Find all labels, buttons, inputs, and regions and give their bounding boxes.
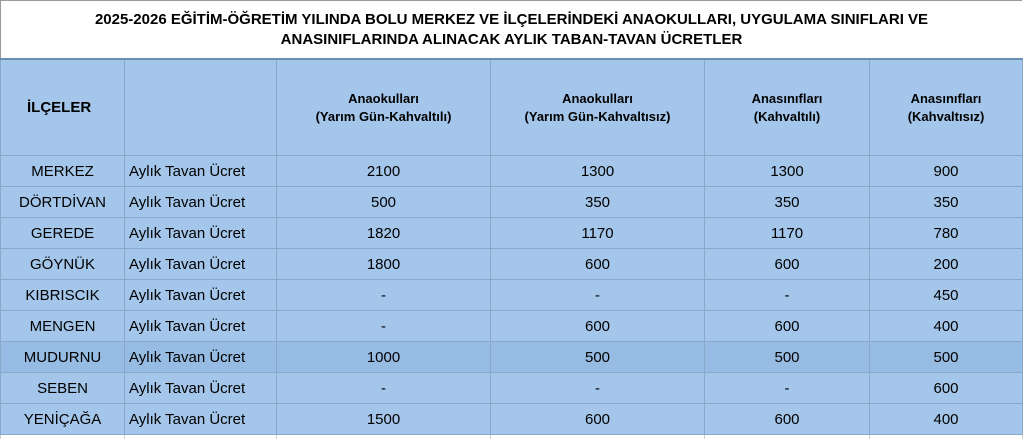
header-row bbox=[1, 59, 1023, 156]
cell-value[interactable]: 1300 bbox=[491, 156, 705, 187]
cell-value[interactable]: - bbox=[491, 280, 705, 311]
cell-value[interactable]: 350 bbox=[491, 187, 705, 218]
cell-value[interactable]: - bbox=[277, 311, 491, 342]
page-title bbox=[0, 0, 1022, 58]
table-row bbox=[1, 156, 1023, 187]
cell-type[interactable]: Aylık Tavan Ücret bbox=[125, 280, 277, 311]
cell-value[interactable]: 200 bbox=[870, 249, 1023, 280]
cell-type[interactable]: Aylık Tavan Ücret bbox=[125, 187, 277, 218]
header-anasinif-kahvaltili[interactable]: Anasınıfları (Kahvaltılı) bbox=[705, 59, 870, 156]
fee-table bbox=[0, 58, 1023, 439]
cell-value[interactable]: 1000 bbox=[277, 342, 491, 373]
empty-cell[interactable] bbox=[870, 435, 1023, 440]
empty-cell[interactable] bbox=[705, 435, 870, 440]
table-row bbox=[1, 373, 1023, 404]
table-row bbox=[1, 249, 1023, 280]
cell-ilce[interactable]: KIBRISCIK bbox=[1, 280, 125, 311]
cell-value[interactable]: 450 bbox=[870, 280, 1023, 311]
cell-type[interactable]: Aylık Tavan Ücret bbox=[125, 342, 277, 373]
empty-cell[interactable] bbox=[125, 435, 277, 440]
cell-type[interactable]: Aylık Tavan Ücret bbox=[125, 218, 277, 249]
cell-value[interactable]: 600 bbox=[705, 249, 870, 280]
empty-cell[interactable] bbox=[277, 435, 491, 440]
cell-value[interactable]: 400 bbox=[870, 404, 1023, 435]
header-anasinif-kahvaltisiz[interactable]: Anasınıfları (Kahvaltısız) bbox=[870, 59, 1023, 156]
cell-value[interactable]: 1170 bbox=[491, 218, 705, 249]
cell-value[interactable]: 350 bbox=[870, 187, 1023, 218]
cell-value[interactable]: 600 bbox=[491, 404, 705, 435]
cell-ilce[interactable]: YENİÇAĞA bbox=[1, 404, 125, 435]
table-row bbox=[1, 342, 1023, 373]
cell-type[interactable]: Aylık Tavan Ücret bbox=[125, 156, 277, 187]
header-anaokul-kahvaltili[interactable]: Anaokulları (Yarım Gün-Kahvaltılı) bbox=[277, 59, 491, 156]
empty-cell[interactable] bbox=[491, 435, 705, 440]
cell-value[interactable]: 400 bbox=[870, 311, 1023, 342]
cell-value[interactable]: 600 bbox=[491, 311, 705, 342]
cell-value[interactable]: 500 bbox=[277, 187, 491, 218]
cell-ilce[interactable]: MENGEN bbox=[1, 311, 125, 342]
cell-value[interactable]: - bbox=[705, 280, 870, 311]
cell-value[interactable]: 350 bbox=[705, 187, 870, 218]
cell-value[interactable]: 600 bbox=[870, 373, 1023, 404]
cell-value[interactable]: 500 bbox=[491, 342, 705, 373]
cell-value[interactable]: 1170 bbox=[705, 218, 870, 249]
cell-value[interactable]: 1300 bbox=[705, 156, 870, 187]
cell-value[interactable]: - bbox=[705, 373, 870, 404]
cell-value[interactable]: 780 bbox=[870, 218, 1023, 249]
cell-value[interactable]: 1800 bbox=[277, 249, 491, 280]
cell-value[interactable]: - bbox=[277, 373, 491, 404]
table-row bbox=[1, 218, 1023, 249]
cell-ilce[interactable]: GÖYNÜK bbox=[1, 249, 125, 280]
cell-ilce[interactable]: MUDURNU bbox=[1, 342, 125, 373]
cell-value[interactable]: 600 bbox=[491, 249, 705, 280]
table-row bbox=[1, 187, 1023, 218]
cell-value[interactable]: 2100 bbox=[277, 156, 491, 187]
cell-value[interactable]: 500 bbox=[870, 342, 1023, 373]
empty-row bbox=[1, 435, 1023, 440]
cell-type[interactable]: Aylık Tavan Ücret bbox=[125, 249, 277, 280]
cell-value[interactable]: - bbox=[491, 373, 705, 404]
cell-ilce[interactable]: SEBEN bbox=[1, 373, 125, 404]
cell-ilce[interactable]: GEREDE bbox=[1, 218, 125, 249]
cell-value[interactable]: 600 bbox=[705, 311, 870, 342]
cell-value[interactable]: 1820 bbox=[277, 218, 491, 249]
table-row bbox=[1, 311, 1023, 342]
cell-value[interactable]: 600 bbox=[705, 404, 870, 435]
cell-ilce[interactable]: MERKEZ bbox=[1, 156, 125, 187]
cell-value[interactable]: - bbox=[277, 280, 491, 311]
header-anaokul-kahvaltisiz[interactable]: Anaokulları (Yarım Gün-Kahvaltısız) bbox=[491, 59, 705, 156]
cell-type[interactable]: Aylık Tavan Ücret bbox=[125, 373, 277, 404]
title-line-1: 2025-2026 EĞİTİM-ÖĞRETİM YILINDA BOLU MERKEZ VE İLÇELERİNDEKİ ANAOKULLARI, UYGULAMA SINIFLARI VE bbox=[94, 10, 929, 28]
table-row bbox=[1, 404, 1023, 435]
header-empty[interactable] bbox=[125, 59, 277, 156]
table-row bbox=[1, 280, 1023, 311]
title-line-2: ANASINIFLARINDA ALINACAK AYLIK TABAN-TAVAN ÜCRETLER bbox=[280, 30, 743, 48]
cell-value[interactable]: 500 bbox=[705, 342, 870, 373]
cell-type[interactable]: Aylık Tavan Ücret bbox=[125, 311, 277, 342]
header-ilceler[interactable]: İLÇELER bbox=[1, 59, 125, 156]
cell-value[interactable]: 900 bbox=[870, 156, 1023, 187]
empty-cell[interactable] bbox=[1, 435, 125, 440]
cell-value[interactable]: 1500 bbox=[277, 404, 491, 435]
cell-type[interactable]: Aylık Tavan Ücret bbox=[125, 404, 277, 435]
cell-ilce[interactable]: DÖRTDİVAN bbox=[1, 187, 125, 218]
